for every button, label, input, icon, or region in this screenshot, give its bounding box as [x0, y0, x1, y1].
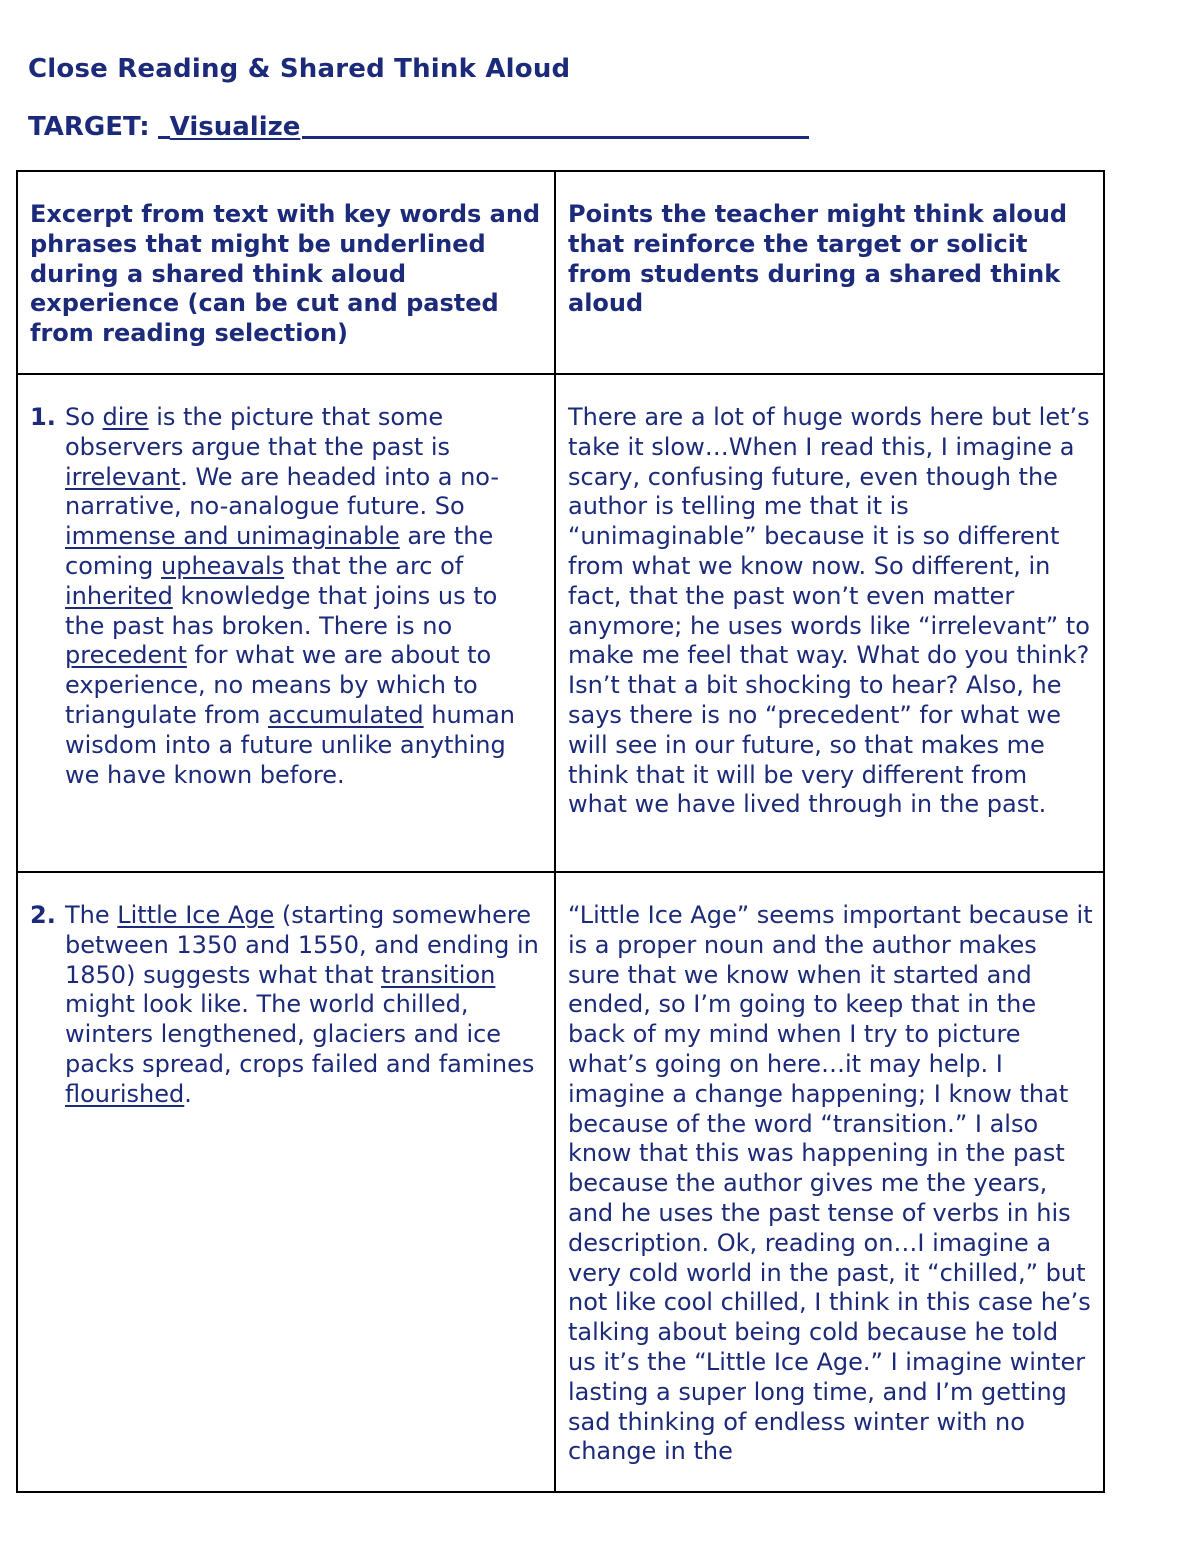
target-blank-line — [302, 136, 809, 139]
excerpt-item — [30, 403, 544, 790]
excerpt-text: . — [184, 1079, 192, 1108]
excerpt-text: The — [65, 901, 118, 929]
target-label: TARGET: — [28, 112, 150, 142]
key-word: precedent — [65, 641, 187, 670]
excerpt-text: for what we are about to experience, no means by which to triangulate from — [65, 641, 492, 729]
key-word: immense and unimaginable — [65, 522, 400, 551]
header-think-aloud: Points the teacher might think aloud that reinforce the target or solicit from students during a shared think aloud — [555, 171, 1104, 374]
target-blank-lead — [158, 136, 170, 139]
item-number: 2. — [30, 901, 56, 929]
excerpt-text: that the arc of — [284, 551, 464, 580]
excerpt-text: is the picture that some observers argue that the past is — [65, 403, 451, 461]
table-header-row — [17, 171, 1104, 374]
item-number: 1. — [30, 403, 56, 431]
excerpt-text: (starting somewhere between 1350 and 1550, and ending in 1850) suggests what that — [65, 901, 539, 989]
target-value: Visualize — [169, 112, 301, 142]
document-title: Close Reading & Shared Think Aloud — [28, 54, 571, 84]
excerpt-text: So — [65, 403, 103, 431]
think-aloud-table — [16, 170, 1105, 1493]
think-aloud-text: There are a lot of huge words here but let’s take it slow…When I read this, I imagine a scary, confusing future, even though the author is telling me that it is “unimaginable” because it is so different from what we know now. So different, in fact, that the past won’t even matter anymore; he uses words like “irrelevant” to make me feel that way. What do you think? Isn’t that a bit shocking to hear? Also, he says there is no “precedent” for what we will see in our future, so that makes me think that it will be very different from what we have lived through in the past. — [568, 403, 1090, 819]
think-aloud-text: “Little Ice Age” seems important because it is a proper noun and the author makes sure that we know when it started and ended, so I’m going to keep that in the back of my mind when I try to picture what’s going on here…it may help. I imagine a change happening; I know that because of the word “transition.” I also know that this was happening in the past because the author gives me the years, and he uses the past tense of verbs in his description. Ok, reading on…I imagine a very cold world in the past, it “chilled,” but not like cool chilled, I think in this case he’s talking about being cold because he told us it’s the “Little Ice Age.” I imagine winter lasting a super long time, and I’m getting sad thinking of endless winter with no change in the — [568, 901, 1093, 1466]
key-word: upheavals — [161, 551, 285, 580]
excerpt-text: . We are headed into a no-narrative, no-analogue future. So — [65, 462, 500, 521]
header-excerpt: Excerpt from text with key words and phrases that might be underlined during a shared think aloud experience (can be cut and pasted from reading selection) — [17, 171, 555, 374]
excerpt-cell — [17, 374, 555, 872]
excerpt-text: are the coming — [65, 522, 494, 580]
table-row — [17, 872, 1104, 1492]
table-row — [17, 374, 1104, 872]
think-aloud-cell — [555, 374, 1104, 872]
excerpt-text: knowledge that joins us to the past has broken. There is no — [65, 581, 498, 640]
excerpt-cell — [17, 872, 555, 1492]
excerpt-text: might look like. The world chilled, winters lengthened, glaciers and ice packs spread, crops failed and famines — [65, 990, 535, 1078]
key-word: transition — [381, 960, 496, 989]
key-word: dire — [102, 403, 149, 431]
key-word: irrelevant — [65, 462, 181, 491]
key-word: flourished — [65, 1079, 185, 1108]
key-word: accumulated — [267, 700, 424, 729]
key-word: Little Ice Age — [117, 901, 275, 929]
target-line — [28, 112, 809, 142]
excerpt-text: human wisdom into a future unlike anything we have known before. — [65, 700, 516, 789]
think-aloud-cell — [555, 872, 1104, 1492]
excerpt-item — [30, 901, 544, 1110]
key-word: inherited — [65, 581, 173, 610]
